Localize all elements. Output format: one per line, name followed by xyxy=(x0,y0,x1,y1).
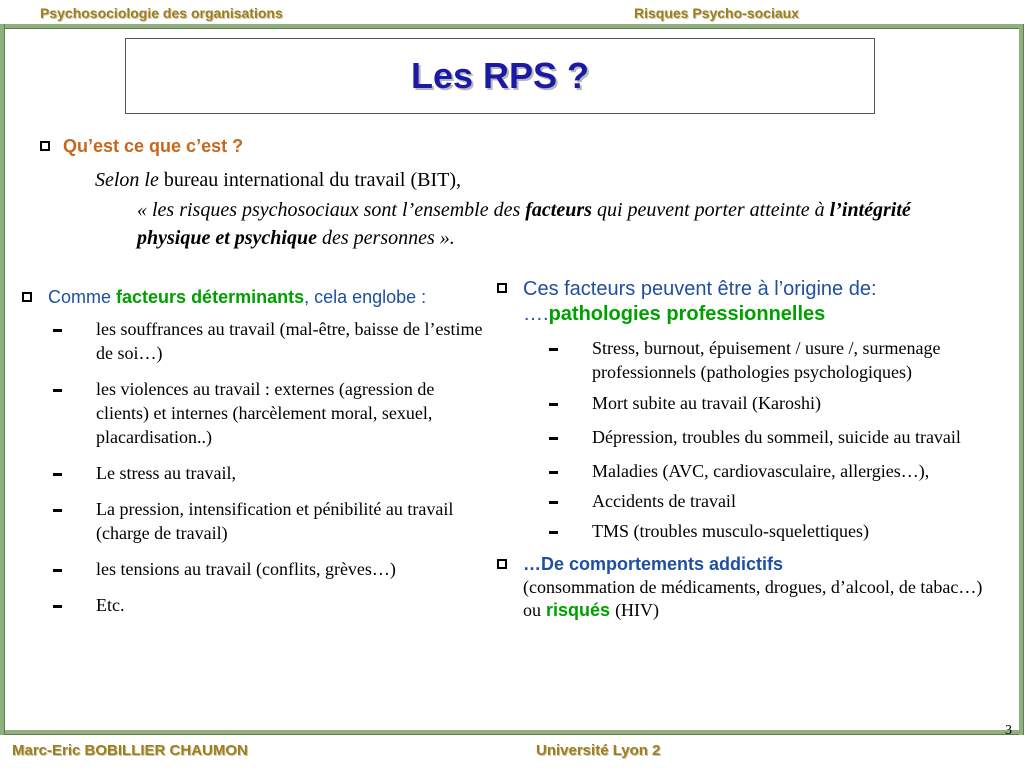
footer-author: Marc-Eric BOBILLIER CHAUMON xyxy=(12,742,248,759)
risques-bold: risqués xyxy=(546,600,611,620)
list-item: les souffrances au travail (mal-être, baisse de l’estime de soi…) xyxy=(53,317,488,365)
checkbox-bullet-icon xyxy=(22,292,32,302)
checkbox-bullet-icon xyxy=(497,559,507,569)
list-item: Le stress au travail, xyxy=(53,461,488,485)
right-border xyxy=(1019,24,1024,735)
list-item: Etc. xyxy=(53,593,488,617)
definition-source: Selon le bureau international du travail (BIT), xyxy=(95,169,461,191)
addictive-behaviours: …De comportements addictifs (consommation de médicaments, drogues, d’alcool, de tabac…) ou risqués (HIV) xyxy=(497,553,997,622)
list-item: Dépression, troubles du sommeil, suicide au travail xyxy=(549,425,997,449)
right-heading: Ces facteurs peuvent être à l’origine de: ….pathologies professionnelles xyxy=(497,277,997,327)
facteurs-determinants: facteurs déterminants xyxy=(116,287,305,307)
facteurs-bold: facteurs xyxy=(525,199,592,221)
question-bullet xyxy=(40,136,243,157)
left-border xyxy=(0,24,5,735)
bit-source: bureau international du travail (BIT) xyxy=(163,169,456,191)
header-right: Risques Psycho-sociaux xyxy=(634,5,799,21)
addictive-bold: …De comportements addictifs xyxy=(523,554,784,574)
checkbox-bullet-icon xyxy=(40,141,50,151)
page-number: 3 xyxy=(1005,723,1012,738)
list-item: TMS (troubles musculo-squelettiques) xyxy=(549,519,997,543)
list-item: les violences au travail : externes (agression de clients) et internes (harcèlement moral, sexuel, placardisation..) xyxy=(53,377,488,449)
pathologies-professionnelles: pathologies professionnelles xyxy=(548,303,826,325)
bottom-border xyxy=(0,730,1024,735)
right-list xyxy=(549,336,997,543)
list-item: La pression, intensification et pénibilité au travail (charge de travail) xyxy=(53,497,488,545)
list-item: Maladies (AVC, cardiovasculaire, allergies…), xyxy=(549,459,997,483)
list-item: Accidents de travail xyxy=(549,489,997,513)
checkbox-bullet-icon xyxy=(497,283,507,293)
selon-text: Selon le xyxy=(95,169,159,191)
integrite-bold: l’intégrité physique et psychique xyxy=(137,199,911,249)
top-border xyxy=(0,24,1024,29)
footer-university: Université Lyon 2 xyxy=(536,742,661,759)
list-item: Stress, burnout, épuisement / usure /, surmenage professionnels (pathologies psychologiques) xyxy=(549,336,997,384)
right-column xyxy=(497,277,997,622)
left-column xyxy=(22,286,488,617)
header-left: Psychosociologie des organisations xyxy=(40,5,283,21)
title-box xyxy=(125,38,875,114)
left-heading: Comme facteurs déterminants, cela englobe : xyxy=(22,286,488,309)
slide-title: Les RPS ? xyxy=(410,55,590,96)
list-item: Mort subite au travail (Karoshi) xyxy=(549,391,997,415)
definition-quote: « les risques psychosociaux sont l’ensemble des facteurs qui peuvent porter atteinte à l’intégrité physique et psychique des personnes ». xyxy=(137,199,911,249)
question-text: Qu’est ce que c’est ? xyxy=(63,136,244,156)
left-list xyxy=(53,317,488,617)
list-item: les tensions au travail (conflits, grèves…) xyxy=(53,557,488,581)
